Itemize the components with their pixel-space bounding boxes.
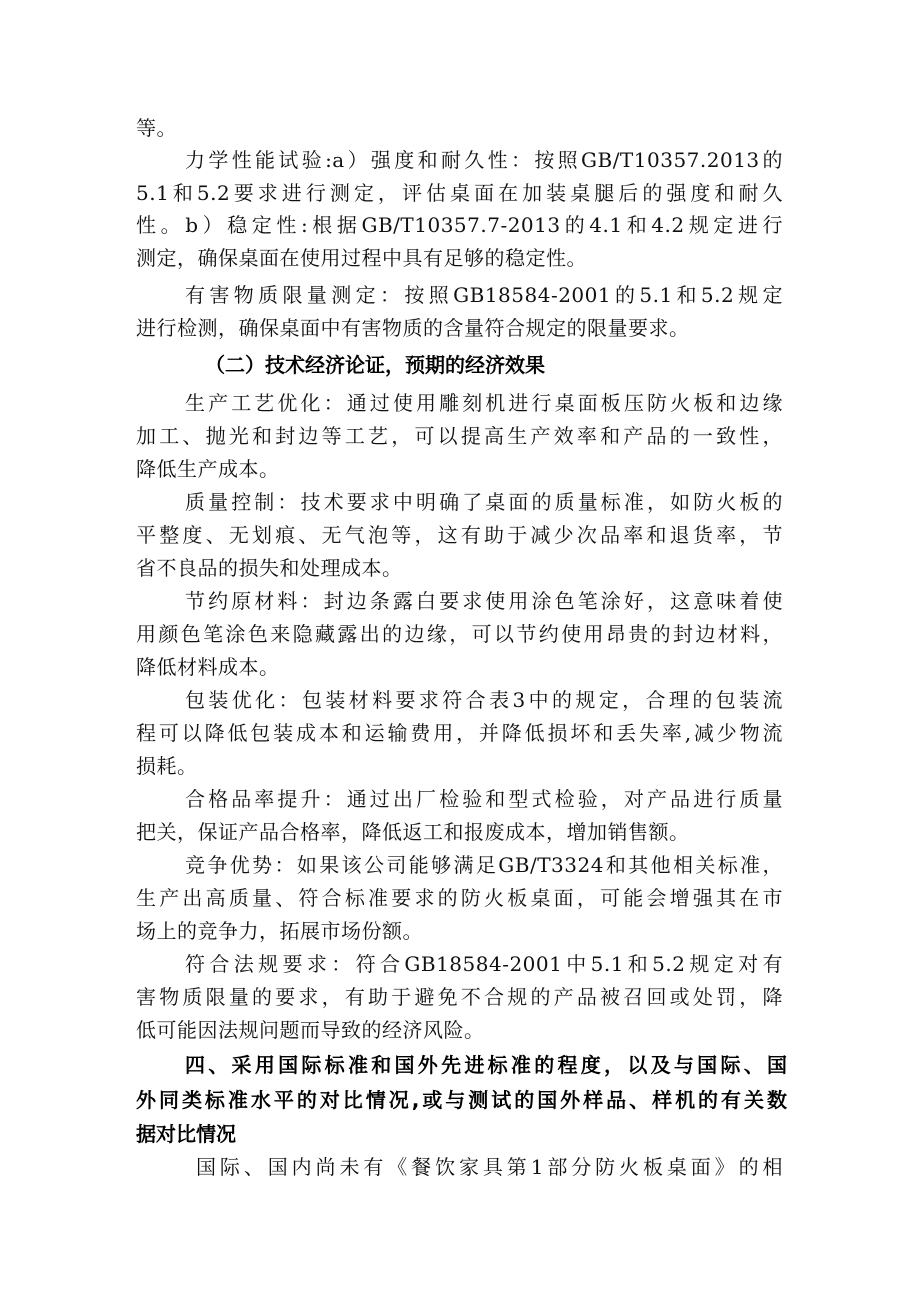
text-line: 降低生产成本。 [136,457,280,481]
text-line: 程可以降低包装成本和运输费用，并降低损坏和丢失率,减少物流 [136,721,783,745]
text-line: 加工、抛光和封边等工艺，可以提高生产效率和产品的一致性， [136,424,783,448]
text-line: 降低材料成本。 [136,655,280,679]
text-line: 国际、国内尚未有《餐饮家具第1部分防火板桌面》的相 [196,1155,783,1179]
text-line: 进行检测，确保桌面中有害物质的含量符合规定的限量要求。 [136,316,690,340]
section-heading: 据对比情况 [136,1122,236,1146]
text-line: 害物质限量的要求，有助于避免不合规的产品被召回或处罚，降 [136,985,783,1009]
text-line: 用颜色笔涂色来隐藏露出的边缘，可以节约使用昂贵的封边材料， [136,622,783,646]
text-line: 场上的竞争力，拓展市场份额。 [136,919,423,943]
text-line: 平整度、无划痕、无气泡等，这有助于减少次品率和退货率，节 [136,523,783,547]
text-line: 合格品率提升：通过出厂检验和型式检验，对产品进行质量 [185,787,783,811]
text-line: 省不良品的损失和处理成本。 [136,556,403,580]
text-line: 损耗。 [136,754,198,778]
text-line: 竞争优势：如果该公司能够满足GB/T3324和其他相关标准， [185,853,783,877]
text-line: 低可能因法规问题而导致的经济风险。 [136,1018,485,1042]
text-line: 生产工艺优化：通过使用雕刻机进行桌面板压防火板和边缘 [185,391,783,415]
text-line: 节约原材料：封边条露白要求使用涂色笔涂好，这意味着使 [185,589,783,613]
text-line: 包装优化：包装材料要求符合表3中的规定，合理的包装流 [185,688,783,712]
text-line: 把关，保证产品合格率，降低返工和报废成本，增加销售额。 [136,820,690,844]
text-line: 性。b）稳定性:根据GB/T10357.7-2013的4.1和4.2规定进行 [136,213,783,237]
text-line: 有害物质限量测定：按照GB18584-2001的5.1和5.2规定 [185,283,783,307]
text-line: 测定，确保桌面在使用过程中具有足够的稳定性。 [136,246,587,270]
text-line: 力学性能试验:a）强度和耐久性：按照GB/T10357.2013的 [185,148,783,172]
section-heading: （二）技术经济论证，预期的经济效果 [205,353,545,377]
text-line: 质量控制：技术要求中明确了桌面的质量标准，如防火板的 [185,490,783,514]
section-heading: 四、采用国际标准和国外先进标准的程度，以及与国际、国 [185,1053,787,1077]
text-line: 符合法规要求：符合GB18584-2001中5.1和5.2规定对有 [185,952,783,976]
text-line: 等。 [136,116,177,140]
text-line: 生产出高质量、符合标准要求的防火板桌面，可能会增强其在市 [136,886,783,910]
text-line: 5.1和5.2要求进行测定，评估桌面在加装桌腿后的强度和耐久 [136,181,783,205]
section-heading: 外同类标准水平的对比情况,或与测试的国外样品、样机的有关数 [136,1088,787,1112]
